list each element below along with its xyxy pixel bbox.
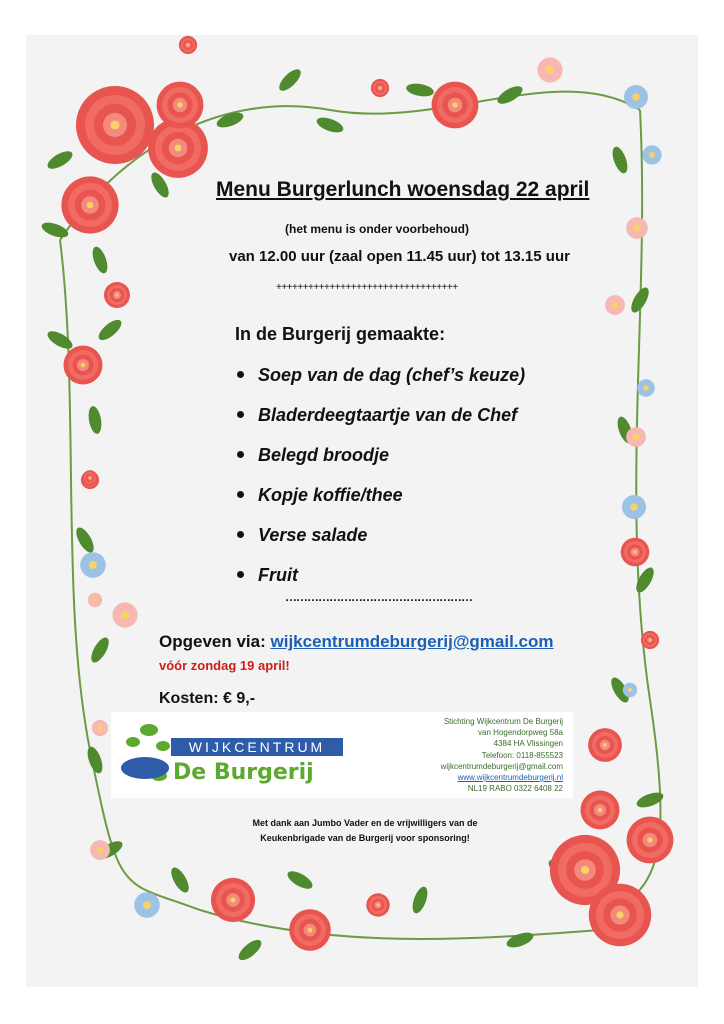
- logo-icon: [119, 718, 179, 794]
- logo-wordmark-bottom: De Burgerij: [173, 760, 314, 785]
- menu-disclaimer: (het menu is onder voorbehoud): [285, 222, 470, 236]
- lunch-times: van 12.00 uur (zaal open 11.45 uur) tot 13.15 uur: [229, 248, 570, 265]
- menu-item-salad: Verse salade: [236, 520, 525, 560]
- contact-org: Stichting Wijkcentrum De Burgerij: [443, 717, 563, 726]
- signup-label: Opgeven via:: [159, 632, 266, 651]
- menu-item-sandwich: Belegd broodje: [236, 440, 525, 480]
- contact-street: van Hogendorpweg 58a: [478, 728, 563, 738]
- menu-title: Menu Burgerlunch woensdag 22 april: [216, 178, 590, 201]
- thanks-line-1: Met dank aan Jumbo Vader en de vrijwilligers van de: [252, 818, 478, 828]
- dotted-separator: ……………………………………………: [285, 590, 472, 604]
- cost-label: Kosten: € 9,-: [159, 690, 256, 707]
- contact-email[interactable]: wijkcentrumdeburgerij@gmail.com: [440, 761, 563, 771]
- contact-phone: Telefoon: 0118-855523: [481, 750, 563, 760]
- menu-item-pastry: Bladerdeegtaartje van de Chef: [236, 400, 525, 440]
- plus-separator: ++++++++++++++++++++++++++++++++++: [276, 282, 458, 293]
- sponsor-thanks: [200, 816, 530, 846]
- contact-bank: NL19 RABO 0322 6408 22: [467, 784, 563, 794]
- contact-block: [441, 716, 563, 794]
- thanks-line-2: Keukenbrigade van de Burgerij voor sponsoring!: [260, 833, 470, 843]
- contact-city: 4384 HA Vlissingen: [493, 739, 563, 749]
- menu-list: [236, 360, 525, 600]
- menu-item-coffee-tea: Kopje koffie/thee: [236, 480, 525, 520]
- signup-line: [159, 632, 553, 652]
- signup-email-link[interactable]: wijkcentrumdeburgerij@gmail.com: [270, 632, 554, 651]
- menu-item-fruit: Fruit: [236, 560, 525, 600]
- logo-wordmark-top: WIJKCENTRUM: [171, 738, 343, 756]
- menu-item-soup: Soep van de dag (chef’s keuze): [236, 360, 525, 400]
- menu-intro: In de Burgerij gemaakte:: [235, 324, 446, 344]
- signup-deadline: vóór zondag 19 april!: [159, 658, 290, 673]
- contact-website-link[interactable]: www.wijkcentrumdeburgerij.nl: [457, 773, 563, 783]
- organisation-banner: [111, 712, 573, 798]
